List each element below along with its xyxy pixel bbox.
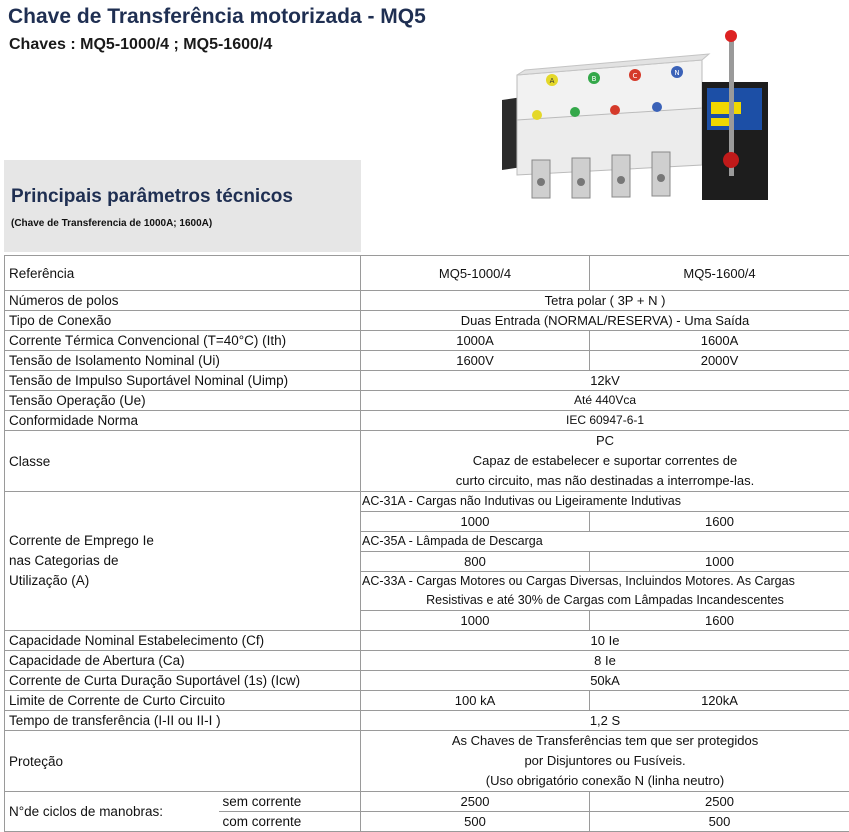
table-row	[5, 431, 849, 492]
classe-line-1: PC	[365, 431, 845, 451]
phase-c-label: C	[633, 72, 638, 80]
table-row	[5, 391, 849, 411]
row-label: Conformidade Norma	[5, 411, 361, 431]
cell-value: 10 Ie	[361, 631, 849, 651]
cell-a: 100 kA	[361, 691, 590, 711]
table-row	[5, 711, 849, 731]
emprego-label-3: Utilização (A)	[9, 571, 356, 591]
document-subtitle: Chaves : MQ5-1000/4 ; MQ5-1600/4	[9, 36, 272, 54]
cell-a: 1000	[361, 611, 590, 631]
table-row	[5, 411, 849, 431]
cell-a: 500	[361, 812, 590, 832]
table-row	[5, 331, 849, 351]
cell-value	[361, 731, 849, 792]
row-label: Capacidade de Abertura (Ca)	[5, 651, 361, 671]
cell-value: Tetra polar ( 3P + N )	[361, 291, 849, 311]
table-row	[5, 631, 849, 651]
phase-a-label: A	[550, 77, 555, 85]
row-label: Tensão Operação (Ue)	[5, 391, 361, 411]
parameters-title: Principais parâmetros técnicos	[11, 186, 293, 208]
cell-a: 1000A	[361, 331, 590, 351]
row-label: Tensão de Impulso Suportável Nominal (Uimp)	[5, 371, 361, 391]
table-row	[5, 792, 849, 812]
table-row	[5, 492, 849, 512]
transfer-switch-image	[497, 30, 777, 220]
cell-value: Duas Entrada (NORMAL/RESERVA) - Uma Saída	[361, 311, 849, 331]
table-row	[5, 291, 849, 311]
row-label: Corrente Térmica Convencional (T=40°C) (Ith)	[5, 331, 361, 351]
cell-value: Até 440Vca	[361, 391, 849, 411]
cell-value: 50kA	[361, 671, 849, 691]
row-label: Capacidade Nominal Estabelecimento (Cf)	[5, 631, 361, 651]
cell-a: 1000	[361, 512, 590, 532]
row-label: Classe	[5, 431, 361, 492]
sub-label: com corrente	[219, 812, 361, 832]
emprego-label-2: nas Categorias de	[9, 551, 356, 571]
row-label: Números de polos	[5, 291, 361, 311]
row-label: Limite de Corrente de Curto Circuito	[5, 691, 361, 711]
cell-b: 1600	[590, 611, 849, 631]
row-label: Tipo de Conexão	[5, 311, 361, 331]
cell-a: 1600V	[361, 351, 590, 371]
document-title: Chave de Transferência motorizada - MQ5	[8, 5, 426, 29]
table-row	[5, 371, 849, 391]
classe-line-3: curto circuito, mas não destinadas a interrompe-las.	[365, 471, 845, 491]
protecao-line-3: (Uso obrigatório conexão N (linha neutro)	[365, 771, 845, 791]
cell-b: 2500	[590, 792, 849, 812]
cell-a: 800	[361, 552, 590, 572]
cell-a: MQ5-1000/4	[361, 256, 590, 291]
table-row	[5, 691, 849, 711]
table-row	[5, 351, 849, 371]
table-row	[5, 671, 849, 691]
emprego-label-1: Corrente de Emprego Ie	[9, 531, 356, 551]
parameters-header	[4, 160, 361, 252]
cell-value: 12kV	[361, 371, 849, 391]
cell-value	[361, 431, 849, 492]
cell-b: 2000V	[590, 351, 849, 371]
row-label: Referência	[5, 256, 361, 291]
sub-label: sem corrente	[219, 792, 361, 812]
cell-b: 120kA	[590, 691, 849, 711]
row-label: Corrente de Curta Duração Suportável (1s) (Icw)	[5, 671, 361, 691]
row-label: Tempo de transferência (I-II ou II-I )	[5, 711, 361, 731]
row-label: Tensão de Isolamento Nominal (Ui)	[5, 351, 361, 371]
row-label: N°de ciclos de manobras:	[5, 792, 219, 832]
cell-b: 1600	[590, 512, 849, 532]
protecao-line-1: As Chaves de Transferências tem que ser protegidos	[365, 731, 845, 751]
category-desc: AC-33A - Cargas Motores ou Cargas Diversas, Incluindos Motores. As Cargas	[361, 572, 849, 592]
row-label	[5, 492, 361, 631]
cell-b: 1000	[590, 552, 849, 572]
category-desc: AC-35A - Lâmpada de Descarga	[361, 532, 849, 552]
table-row	[5, 256, 849, 291]
parameters-subtitle: (Chave de Transferencia de 1000A; 1600A)	[11, 218, 212, 229]
table-row	[5, 731, 849, 792]
cell-value: 1,2 S	[361, 711, 849, 731]
cell-b: MQ5-1600/4	[590, 256, 849, 291]
cell-a: 2500	[361, 792, 590, 812]
row-label: Proteção	[5, 731, 361, 792]
cell-value: IEC 60947-6-1	[361, 411, 849, 431]
table-row	[5, 311, 849, 331]
phase-n-label: N	[674, 69, 679, 77]
cell-b: 500	[590, 812, 849, 832]
table-row	[5, 651, 849, 671]
classe-line-2: Capaz de estabelecer e suportar correntes de	[365, 451, 845, 471]
cell-value: 8 Ie	[361, 651, 849, 671]
phase-b-label: B	[592, 75, 597, 83]
cell-b: 1600A	[590, 331, 849, 351]
category-desc-cont: Resistivas e até 30% de Cargas com Lâmpadas Incandescentes	[361, 591, 849, 611]
protecao-line-2: por Disjuntores ou Fusíveis.	[365, 751, 845, 771]
spec-table	[4, 255, 849, 832]
category-desc: AC-31A - Cargas não Indutivas ou Ligeiramente Indutivas	[361, 492, 849, 512]
